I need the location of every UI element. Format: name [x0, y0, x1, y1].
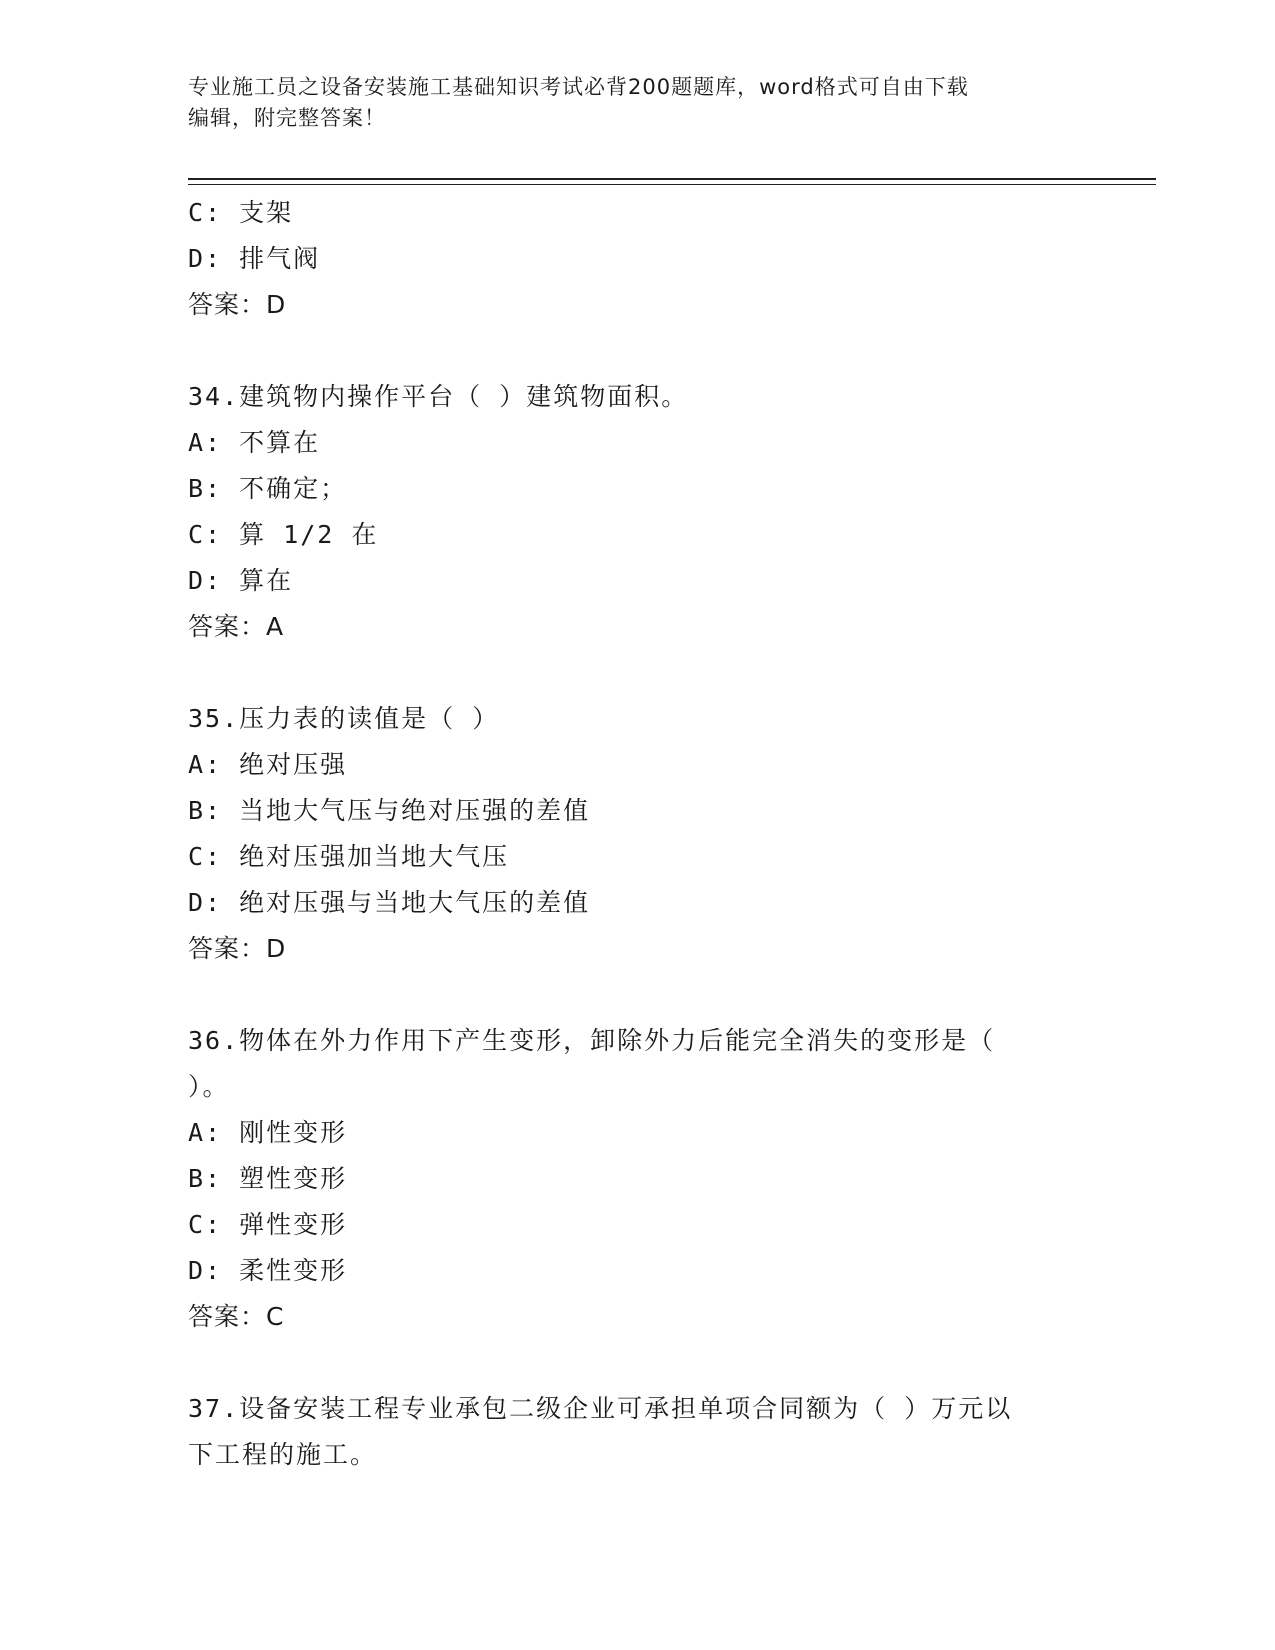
question-stem-line-1: 37.设备安装工程专业承包二级企业可承担单项合同额为（ ）万元以 — [188, 1394, 1013, 1423]
answer: 答案：D — [188, 934, 287, 963]
spacer — [188, 328, 1068, 374]
option-a: A: 绝对压强 — [188, 750, 348, 779]
question-36 — [188, 1018, 1068, 1340]
question-33-tail — [188, 190, 1068, 328]
option-d: D: 绝对压强与当地大气压的差值 — [188, 888, 591, 917]
question-list — [188, 190, 1068, 1478]
option-c: C: 弹性变形 — [188, 1210, 348, 1239]
spacer — [188, 1340, 1068, 1386]
option-d: D: 排气阀 — [188, 244, 321, 273]
option-b: B: 当地大气压与绝对压强的差值 — [188, 796, 591, 825]
option-a: A: 刚性变形 — [188, 1118, 348, 1147]
option-b: B: 不确定； — [188, 474, 348, 503]
option-d: D: 算在 — [188, 566, 294, 595]
answer: 答案：A — [188, 612, 285, 641]
question-stem-line-1: 36.物体在外力作用下产生变形，卸除外力后能完全消失的变形是（ — [188, 1026, 996, 1055]
question-stem-line-2: ）。 — [188, 1072, 230, 1101]
question-stem: 35.压力表的读值是（ ） — [188, 704, 500, 733]
answer: 答案：C — [188, 1302, 285, 1331]
header-divider-thin — [188, 184, 1156, 185]
question-34 — [188, 374, 1068, 650]
question-35 — [188, 696, 1068, 972]
question-37 — [188, 1386, 1068, 1478]
option-c: C: 绝对压强加当地大气压 — [188, 842, 510, 871]
option-b: B: 塑性变形 — [188, 1164, 348, 1193]
question-stem: 34.建筑物内操作平台（ ）建筑物面积。 — [188, 382, 689, 411]
header-title-line-2: 编辑，附完整答案！ — [188, 106, 386, 130]
question-stem-line-2: 下工程的施工。 — [188, 1440, 378, 1469]
option-d: D: 柔性变形 — [188, 1256, 348, 1285]
document-header — [188, 72, 1088, 134]
spacer — [188, 650, 1068, 696]
answer: 答案：D — [188, 290, 287, 319]
header-divider-thick — [188, 178, 1156, 180]
header-title-line-1: 专业施工员之设备安装施工基础知识考试必背200题题库，word格式可自由下载 — [188, 75, 969, 99]
option-c: C: 支架 — [188, 198, 294, 227]
option-c: C: 算 1/2 在 — [188, 520, 379, 549]
spacer — [188, 972, 1068, 1018]
option-a: A: 不算在 — [188, 428, 321, 457]
